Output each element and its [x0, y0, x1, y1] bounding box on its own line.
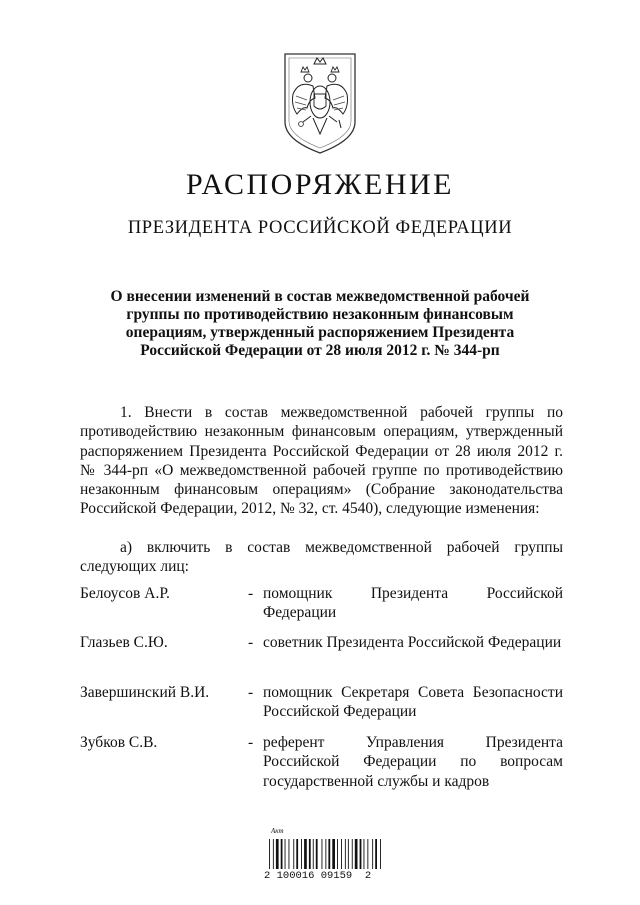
barcode-bar [304, 839, 307, 869]
entry-dash: - [248, 634, 254, 651]
barcode-bar [337, 839, 338, 869]
person-position: советник Президента Российской Федерации [263, 634, 562, 651]
barcode-bar [325, 839, 326, 869]
person-position: референт Управления Президента Российской Федерации по вопросам государственной службы и кадров [263, 734, 563, 790]
barcode-bar [281, 839, 283, 869]
barcode-bar [293, 839, 294, 869]
barcode-bar [289, 839, 290, 869]
barcode-bar [372, 839, 373, 869]
barcode-bar [355, 839, 358, 869]
barcode-bar [273, 839, 274, 869]
heading-line: О внесении изменений в состав межведомственной рабочей [110, 288, 530, 305]
heading-line: операциям, утвержденный распоряжением Президента [125, 324, 515, 341]
person-position: помощник Президента Российской Федерации [263, 585, 563, 622]
barcode-bar [328, 839, 330, 869]
barcode-bar [276, 839, 279, 869]
barcode-bar [360, 839, 362, 869]
barcode-bar [309, 839, 311, 869]
document-heading [80, 288, 560, 360]
person-name: Завершинский В.И. [80, 684, 210, 701]
barcode-bar [375, 839, 377, 869]
barcode-bar [316, 839, 318, 869]
barcode-bar [313, 839, 314, 869]
barcode-bar [348, 839, 349, 869]
entry-dash: - [248, 585, 254, 602]
person-name: Белоусов А.Р. [80, 585, 170, 602]
person-position: помощник Секретаря Совета Безопасности Российской Федерации [263, 684, 563, 721]
entry-dash: - [248, 734, 254, 751]
barcode [268, 839, 383, 869]
barcode-bar [380, 839, 381, 869]
person-name: Зубков С.В. [80, 734, 158, 751]
barcode-bar [332, 839, 335, 869]
document-title: РАСПОРЯЖЕНИЕ [185, 168, 455, 201]
barcode-bar [296, 839, 298, 869]
barcode-bar [367, 839, 368, 869]
barcode-bar [301, 839, 302, 869]
barcode-bar [352, 839, 353, 869]
barcode-number: 2 100016 09159 2 [264, 870, 372, 882]
barcode-bar [341, 839, 342, 869]
barcode-bar [269, 839, 270, 869]
heading-line: Российской Федерации от 28 июля 2012 г. № 344-рп [140, 342, 500, 359]
entry-dash: - [248, 684, 254, 701]
registration-stamp: Акт [271, 827, 284, 835]
paragraph-1-text: 1. Внести в состав межведомственной рабочей группы по противодействию незаконным финансовым операциям, утвержденный распоряжением Президента Российской Федерации от 28 июля 2012 г. № 344-рп «О межведомственной рабочей группе по противодействию незаконным финансовым операциям» (Собрание законодательства Российской Федерации, 2012, № 32, ст. 4540), следующие изменения: [80, 404, 563, 518]
barcode-bar [322, 839, 323, 869]
paragraph-1 [80, 403, 563, 519]
document-subtitle: ПРЕЗИДЕНТА РОССИЙСКОЙ ФЕДЕРАЦИИ [127, 218, 513, 238]
barcode-bar [345, 839, 346, 869]
coat-of-arms-emblem [279, 50, 361, 155]
person-name: Глазьев С.Ю. [80, 634, 168, 651]
heading-line: группы по противодействию незаконным финансовым [126, 306, 514, 323]
barcode-bar [285, 839, 286, 869]
sub-item-a: а) включить в состав межведомственной рабочей группы следующих лиц: [80, 539, 563, 576]
barcode-bar [364, 839, 365, 869]
